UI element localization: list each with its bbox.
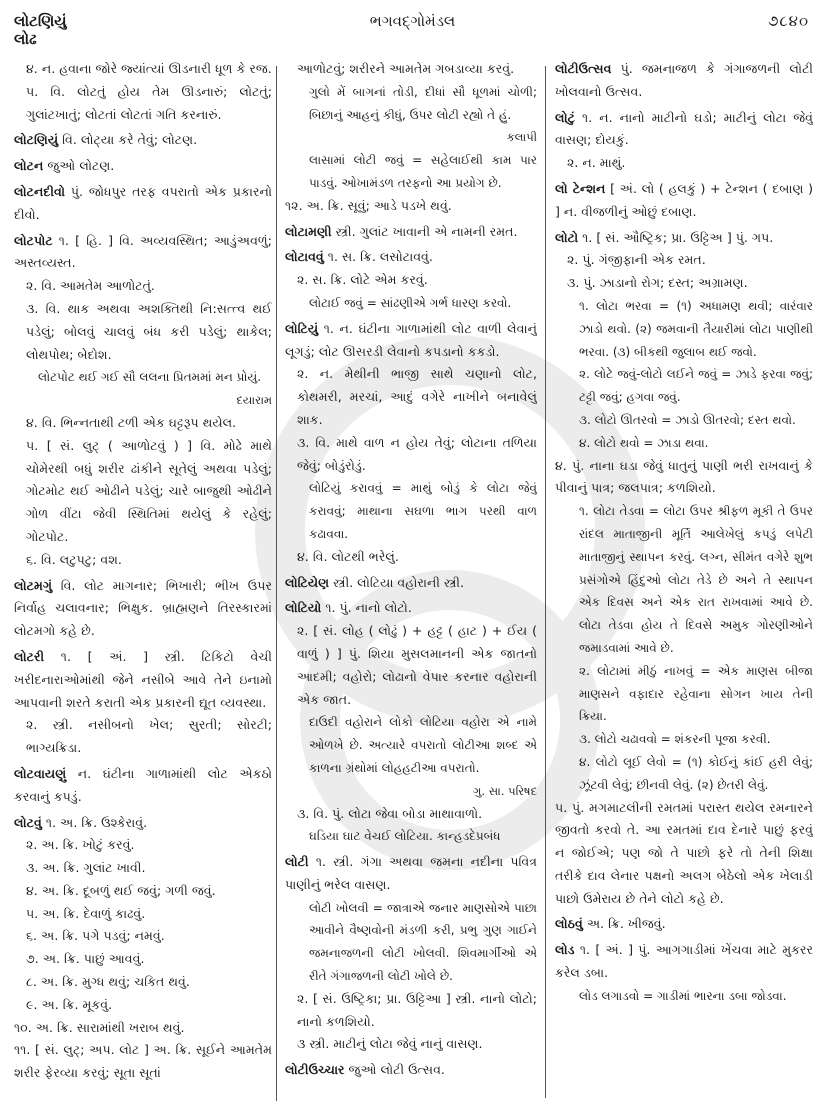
entry-definition: ૧. [ હિ. ] વિ. અવ્યવસ્થિત; આડુંઅવળું; અસ્તવ્યસ્ત. [14,232,272,271]
entry-definition: જુઓ લોટણ. [43,158,115,174]
entry-definition: ન. ઘંટીના ગાળામાંથી લોટ એકઠો કરવાનું કપડું. [14,765,272,804]
dictionary-entry [285,221,537,244]
entry-headword: લોટીઉચ્ચાર [285,1062,345,1078]
sense-definition: ૨. ન. મેથીની ભાજી સાથે ચણાનો લોટ, કોથમરી, મરચાં, આદું વગેરે નાખીને બનાવેલું શાક. [297,366,537,427]
usage-example: ૨. લોટે જવું-લોટો લઈને જવું = ઝાડે ફરવા જવું; ટટ્ટી જવું; હગવા જવું. [579,367,813,405]
entry-headword: લોટિયો [285,600,322,616]
sense-definition: ૩ સ્ત્રી. માટીનું લોટા જેવું નાનું વાસણ. [297,1036,483,1052]
entry-definition: અ. ક્રિ. ખીજવું. [582,916,666,932]
dictionary-entry [14,58,272,126]
usage-example: લોટાઈ જવું = સાંઢણીએ ગર્ભ ધારણ કરવો. [309,295,512,310]
dictionary-entry [14,575,272,643]
usage-example: ૩. લોટો ચઢાવવો = શંકરની પૂજા કરવી. [579,732,771,747]
entry-headword: લોટું [555,109,575,125]
sense-definition: ૧૧. [ સં. લુટ્; અપ. લોટ ] અ. ક્રિ. સૂઈને આમતેમ શરીર ફેરવ્યા કરવું; સૂતા સૂતાં [14,1042,272,1081]
usage-example: લાસામાં લોટી જવું = સહેલાઈથી કામ પાર પાડવું. ઓખામંડળ તરફનો આ પ્રયોગ છે. [309,153,537,190]
entry-headword: લોટવાયણું [14,765,67,781]
sense-definition: ૨. [ સં. લોહ ( લોઢું ) + હટ્ટ ( હાટ ) + ઈય ( વાળું ) ] પું. શિયા મુસલમાનની એક જાતનો આદમી; વહોરો; લોઢાનો વેપાર કરનાર વહોરાની એક જાત. [297,623,537,707]
sense-definition: ૫. અ. ક્રિ. દેવાળું કાઢવું. [26,905,146,921]
entry-definition: વિ. લોટ માગનાર; ભિખારી; ભીખ ઉપર નિર્વાહ ચલાવનાર; ભિક્ષુક. બ્રાહ્મણને તિરસ્કારમાં લોટમગો કહે છે. [14,577,272,639]
usage-example: ૨. લોટામાં મીઠું નાખવું = એક માણસ બીજા માણસને વફાદાર રહેવાના સોગન ખાય તેની ક્રિયા. [579,663,813,724]
entry-headword: લોડ [555,942,575,958]
entry-headword: લોટમગું [14,577,53,593]
page-title: ભગવદ્ગોમંડલ [369,12,456,30]
dictionary-entry [14,230,272,572]
entry-headword: લોઠવું [555,916,583,932]
dictionary-entry [285,1059,537,1082]
entry-headword: લોટાવવું [285,249,324,265]
entry-headword: લોટનદીવો [14,183,66,199]
sense-definition: ૪. વિ. ભિન્નતાથી ટળી એક ઘટ્ટરૂપ થયેલ. [26,414,237,430]
dictionary-entry [285,572,537,595]
entry-definition: ૧. [ અં. ] પું. આગગાડીમાં ખેંચવા માટે મુકરર કરેલ ડબા. [555,942,813,981]
sense-definition: ૩. વિ. માથે વાળ ન હોય તેવું; લોટાના તળિયા જેવું; બોડુંરોડું. [297,434,537,473]
entry-headword: લોટિયેણ [285,574,330,590]
dictionary-entry [14,129,272,152]
usage-example: લોટિયું કરાવવું = માથું બોડું કે લોટા જેવું કરાવવું; માથાના સઘળા ભાગ પરથી વાળ કઢાવવા. [309,481,537,541]
dictionary-columns [0,58,825,1098]
column-2 [285,58,537,1098]
dictionary-entry [555,939,813,1007]
entry-definition: ૧. ન. ઘંટીના ગાળામાંથી લોટ વાળી લેવાનું લૂગડું; લોટ ઊસરડી લેવાનો કપડાનો કકડો. [285,320,537,359]
dictionary-entry [285,597,537,848]
entry-definition: વિ. લોટ્યા કરે તેવું; લોટણ. [58,132,198,148]
dictionary-entry [555,913,813,936]
entry-definition: ૧. પું. નાનો લોટો. [321,600,412,616]
sense-definition: ૪. અ. ક્રિ. દૂબળું થઈ જવું; ગળી જવું. [26,882,216,898]
entry-headword: લોટવું [14,814,42,830]
entry-definition: ૧. [ અં. ] સ્ત્રી. ટિકિટો વેચી ખરીદનારાઓમાંથી જેને નસીબે આવે તેને ઇનામો આપવાની શરતે કરાતી એક પ્રકારની દ્યૂત વ્યવસ્થા. [14,648,272,710]
page-header [0,0,825,60]
sense-definition: ૨. અ. ક્રિ. ખોટું કરવું. [26,837,135,853]
dictionary-entry [14,155,272,178]
entry-headword: લોટિયું [285,320,319,336]
sense-definition: ૭. અ. ક્રિ. પાછું આવવું. [26,951,145,967]
citation-source: ગુ. સા. પરિષદ [472,783,537,798]
sense-definition: ૩. વિ. પું. લોટા જેવા બોડા માથાવાળો. [297,805,483,821]
usage-example: ૪. લોટો થવો = ઝાડા થવા. [579,435,709,450]
sense-definition: ૨. સ્ત્રી. નસીબનો ખેલ; સુરતી; સોરટી; ભાગ્યક્રિડા. [26,717,272,756]
sense-definition: ૮. અ. ક્રિ. મુગ્ધ થવું; ચકિત થવું. [26,974,190,990]
sense-definition: ૫. વિ. લોટતું હોય તેમ ઊડનારું; લોટતું; ગુલાંટખાતું; લોટતાં લોટતાં ગતિ કરનારું. [26,83,272,122]
usage-example: લોટપોટ થઈ ગઈ સૌ લલના પ્રિતમમાં મન પ્રોયું. [38,370,262,385]
entry-definition: પું. જમનાજળ કે ગંગાજળની લોટી ખોલવાનો ઉત્સવ. [555,61,813,99]
sense-definition: ૬. અ. ક્રિ. પગે પડવું; નમવું. [26,928,165,944]
sense-definition: ૨. વિ. આમતેમ આળોટતું. [26,278,155,294]
usage-example: ૧. લોટા તેડવા = લોટા ઉપર શ્રીફળ મૂકી તે ઉપર રાંદલ માતાજીની મૂર્તિ આલેખેલું કપડું લપેટી માતાજીનું સ્થાપન કરવું. લગ્ન, સીમંત વગેરે શુભ પ્રસંગોએ હિંદુઓ લોટા તેડે છે અને તે સ્થાપન એક દિવસ અને એક રાત રાખવામાં આવે છે. લોટા તેડવા હોય તે દિવસે અમુક ગોરણીઓને જમાડવામાં આવે છે. [579,504,813,655]
entry-definition: જુઓ લોટી ઉત્સવ. [344,1062,445,1078]
citation-source: કલાપી [506,130,537,145]
entry-headword: લોટામણી [285,223,332,239]
sense-definition: ૬. વિ. લટુપટુ; વશ. [26,551,122,567]
entry-definition: ૧. અ. ક્રિ. ઉશ્કેરાવું. [41,814,148,830]
sense-definition: આળોટવું; શરીરને આમતેમ ગબડાવ્યા કરવું. [297,61,515,76]
sense-definition: ૯. અ. ક્રિ. મૂકવું. [26,996,113,1012]
sense-definition: ૪. પું. નાના ઘડા જેવું ધાતુનું પાણી ભરી રાખવાનું કે પીવાનું પાત્ર; જલપાત્ર; કળશિયો. [555,457,813,496]
usage-example: ૩. લોટો ઊતરવો = ઝાડો ઊતરવો; દસ્ત થવો. [579,412,796,427]
usage-example: લોટી ખોલવી = જાત્રાએ જનાર માણસોએ પાછા આવીને વૈષ્ણવોની મંડળી કરી, પ્રભુ ગુણ ગાઈને જમનાજળની લોટી ખોલવી. શિવમાર્ગીઓ એ રીતે ગંગાજળની લોટી ખોલે છે. [309,900,537,984]
entry-definition: ૧. [ સં. ઔષ્ટ્રિક; પ્રા. ઉટ્ટિઅ ] પું. ગપ. [578,229,774,245]
dictionary-entry [555,58,813,104]
sense-definition: ૨. [ સં. ઉષ્ટ્રિકા; પ્રા. ઉટ્ટિઆ ] સ્ત્રી. નાનો લોટો; નાનો કળશિયો. [297,990,537,1029]
sense-definition: ૫. પું. મગમાટલીની રમતમાં પરાસ્ત થયેલ રમનારને જીવતો કરવો તે. આ રમતમાં દાવ દેનારે પાછું ફરવું ન જોઈએ; પણ જો તે પાછો ફરે તો તેની શિક્ષા તરીકે દાવ લેનાર પક્ષનો અલગ બેઠેલો એક ખેલાડી પાછો ઉમેરાય છે તેને લોટો કહે છે. [555,799,813,906]
entry-headword: લોટણિયું [14,132,59,148]
guide-word-last: લોઢ [14,30,37,48]
entry-definition: સ્ત્રી. ગુલાંટ ખાવાની એ નામની રમત. [331,223,518,239]
sense-definition: ૩. પું. ઝાડાનો રોગ; દસ્ત; અગ્રામણ. [567,275,748,291]
dictionary-entry [14,763,272,809]
entry-headword: લોટરી [14,648,45,664]
usage-example: દાઉદી વહોરાને લોકો લોટિયા વહોરા એ નામે ઓળખે છે. અત્યારે વપરાતો લોટીઆ શબ્દ એ કાળના ગ્રંથોમાં લોહહટીઆ વપરાતો. [309,715,537,775]
usage-example: ગુલો મેં બાગનાં તોડી, દીધાં સૌ ધૂળમાં ચોળી; બિછાનું આહનું કીધું, ઉપર લોટી રહ્યો તે હું. [309,84,537,122]
entry-definition: ૧. ન. નાનો માટીનો ઘડો; માટીનું લોટા જેવું વાસણ; દોયકું. [555,109,813,148]
entry-definition: સ્ત્રી. લોટિયા વહોરાની સ્ત્રી. [329,574,464,590]
page-number: ૭૮૪૦ [767,12,809,30]
dictionary-entry [285,58,537,218]
entry-definition: ૧. સ. ક્રિ. લસોટાવવું. [323,249,433,265]
dictionary-entry [14,181,272,227]
usage-example: ઘડિયા ઘાટ વેચઈ લોટિયા. કાન્હડદેપ્રબંધ [309,829,501,844]
sense-definition: ૧૨. અ. ક્રિ. સૂવું; આડે પડખે થવું. [285,197,452,213]
sense-definition: ૨. પું. ગંજીફાની એક રમત. [567,252,706,268]
entry-headword: લોટી [285,854,309,870]
sense-definition: ૧૦. અ. ક્રિ. સારામાંથી ખરાબ થવું. [14,1019,185,1035]
usage-example: ૪. લોટો લૂઈ લેવો = (૧) કોઈનું કાંઈ હરી લેવું; ઝૂંટવી લેવું; છીનવી લેવું. (૨) છેતરી લેવું. [579,754,813,792]
dictionary-entry [285,246,537,314]
entry-headword: લોટન [14,158,44,174]
dictionary-entry [285,851,537,1056]
dictionary-entry [555,227,813,911]
dictionary-entry [555,107,813,175]
sense-definition: ૩. અ. ક્રિ. ગુલાંટ ખાવી. [26,860,146,876]
usage-example: ૧. લોટા ભરવા = (૧) અધામણ થવી; વારંવાર ઝાડો થવો. (૨) જમવાની તૈયારીમાં લોટા પાણીથી ભરવા. (૩) બીકથી જુલાબ થઈ જવો. [579,298,813,359]
sense-definition: ૫. [ સં. લુટ્ ( આળોટવું ) ] વિ. મોઢે માથે ચોમેરથી બધું શરીર ઢાંકીને સૂતેલું અથવા પડેલું; ગોટમોટ થઈ ઓઢીને પડેલું; ચારે બાજુથી ઓઢીને ગોળ વીંટા જેવી સ્થિતિમાં થયેલું કે રહેલું; ગોટપોટ. [26,437,272,544]
sense-definition: ૨. સ. ક્રિ. લોટે એમ કરવું. [297,272,428,288]
sense-definition: ૨. ન. માથું. [567,155,626,171]
citation-source: દયારામ [236,393,272,408]
column-1 [14,58,272,1098]
entry-headword: લોટીઉત્સવ [555,61,612,76]
entry-definition: પું. જોધપુર તરફ વપરાતો એક પ્રકારનો દીવો. [14,183,272,222]
entry-definition: ૧. સ્ત્રી. ગંગા અથવા જમના નદીના પવિત્ર પાણીનું ભરેલ વાસણ. [285,854,537,892]
guide-word-first: લોટણિયું [14,12,67,30]
sense-definition: ૪. ન. હવાના જોરે જ્યાંત્યાં ઊડનારી ધૂળ કે રજ. [26,61,272,76]
dictionary-entry [285,318,537,569]
usage-example: લોડ લગાડવો = ગાડીમાં ભારના ડબા જોડવા. [579,988,787,1003]
entry-headword: લોટપોટ [14,232,53,248]
entry-definition: [ અં. લો ( હલકું ) + ટેન્શન ( દબાણ ) ] ન. વીજળીનું ઓછું દબાણ. [555,180,813,219]
entry-headword: લોટો [555,229,579,245]
dictionary-entry [14,646,272,760]
dictionary-entry [14,812,272,1086]
sense-definition: ૪. વિ. લોટથી ભરેલું. [297,548,399,564]
column-3 [555,58,813,1098]
entry-headword: લો ટેન્શન [555,180,606,196]
dictionary-entry [555,178,813,224]
sense-definition: ૩. વિ. થાક અથવા અશક્તિથી નિ:સત્ત્વ થઈ પડેલું; બોલવું ચાલવું બંધ કરી પડેલું; થાકેલ; લોથપોથ; બેદોશ. [26,300,272,362]
